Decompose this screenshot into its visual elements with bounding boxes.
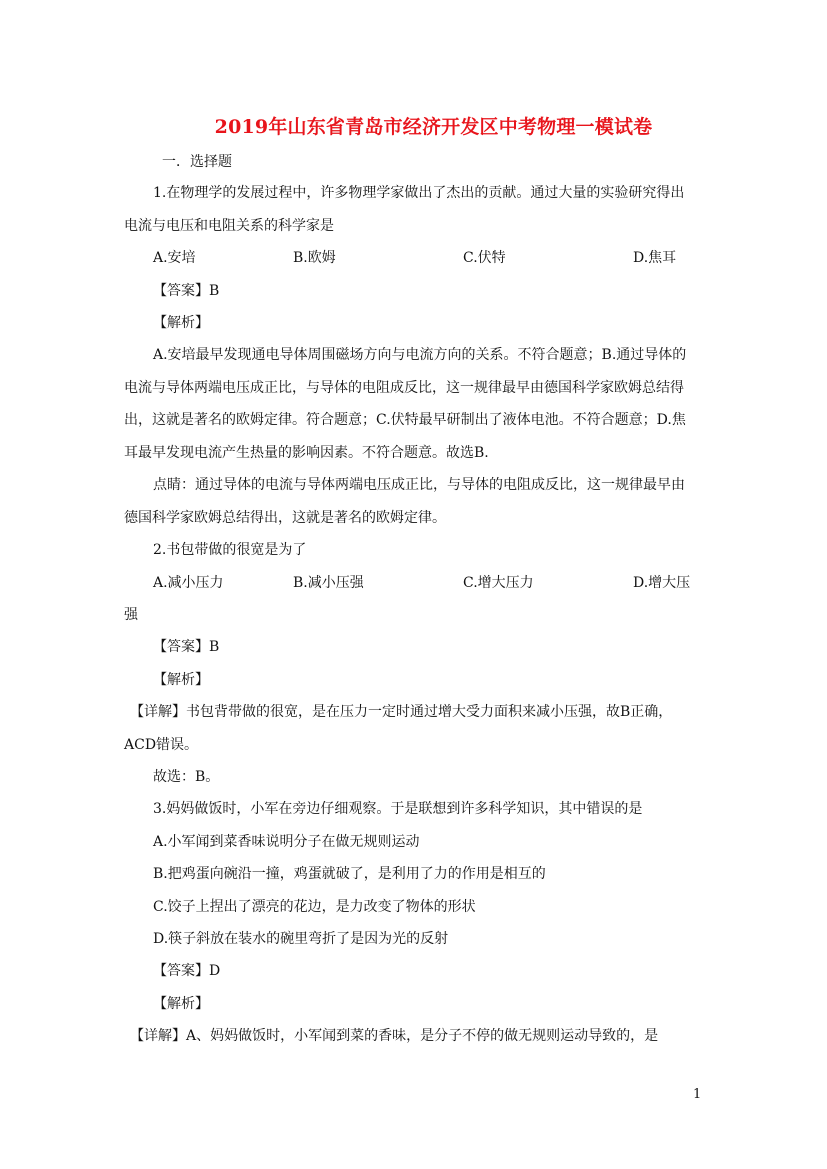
q1-analysis-line-1: A.安培最早发现通电导体周围磁场方向与电流方向的关系。不符合题意；B.通过导体的 xyxy=(153,347,687,363)
q1-option-d: D.焦耳 xyxy=(633,250,677,266)
q2-analysis-label: 【解析】 xyxy=(153,672,209,688)
q1-stem-line-2: 电流与电压和电阻关系的科学家是 xyxy=(124,218,334,234)
q2-option-c: C.增大压力 xyxy=(463,575,534,591)
q3-option-d: D.筷子斜放在装水的碗里弯折了是因为光的反射 xyxy=(153,931,449,947)
section-heading: 一．选择题 xyxy=(162,154,232,170)
q2-option-d: D.增大压 xyxy=(633,575,691,591)
q3-option-a: A.小军闻到菜香味说明分子在做无规则运动 xyxy=(153,834,420,850)
q2-option-wrap: 强 xyxy=(124,607,138,623)
q1-option-a: A.安培 xyxy=(153,250,196,266)
q1-stem-line-1: 1.在物理学的发展过程中，许多物理学家做出了杰出的贡献。通过大量的实验研究得出 xyxy=(153,185,685,201)
q3-option-c: C.饺子上捏出了漂亮的花边，是力改变了物体的形状 xyxy=(153,899,476,915)
q1-tip-line-2: 德国科学家欧姆总结得出，这就是著名的欧姆定律。 xyxy=(124,510,446,526)
q3-option-b: B.把鸡蛋向碗沿一撞，鸡蛋就破了，是利用了力的作用是相互的 xyxy=(153,866,546,882)
q3-detail-line-1: 【详解】A、妈妈做饭时，小军闻到菜的香味，是分子不停的做无规则运动导致的，是 xyxy=(130,1028,659,1044)
page-number: 1 xyxy=(693,1087,702,1102)
q2-option-a: A.减小压力 xyxy=(153,575,224,591)
q2-conclusion: 故选：B。 xyxy=(153,769,220,785)
q1-option-c: C.伏特 xyxy=(463,250,506,266)
q2-detail-line-2: ACD错误。 xyxy=(124,737,199,753)
document-title: 2019年山东省青岛市经济开发区中考物理一模试卷 xyxy=(214,116,653,138)
q1-analysis-line-4: 耳最早发现电流产生热量的影响因素。不符合题意。故选B. xyxy=(124,445,489,461)
q2-detail-line-1: 【详解】书包背带做的很宽，是在压力一定时通过增大受力面积来减小压强，故B正确， xyxy=(130,704,673,720)
q1-analysis-line-3: 出，这就是著名的欧姆定律。符合题意；C.伏特最早研制出了液体电池。不符合题意；D.焦 xyxy=(124,412,686,428)
q1-analysis-line-2: 电流与导体两端电压成正比，与导体的电阻成反比，这一规律最早由德国科学家欧姆总结得 xyxy=(124,380,684,396)
q2-answer: 【答案】B xyxy=(153,639,220,655)
q3-analysis-label: 【解析】 xyxy=(153,996,209,1012)
q1-answer: 【答案】B xyxy=(153,283,220,299)
q1-analysis-label: 【解析】 xyxy=(153,315,209,331)
q3-stem: 3.妈妈做饭时，小军在旁边仔细观察。于是联想到许多科学知识，其中错误的是 xyxy=(153,801,643,817)
q1-option-b: B.欧姆 xyxy=(293,250,336,266)
q3-answer: 【答案】D xyxy=(153,963,221,979)
q2-stem: 2.书包带做的很宽是为了 xyxy=(153,542,307,558)
q1-tip-line-1: 点睛：通过导体的电流与导体两端电压成正比，与导体的电阻成反比，这一规律最早由 xyxy=(153,477,685,493)
q2-option-b: B.减小压强 xyxy=(293,575,364,591)
